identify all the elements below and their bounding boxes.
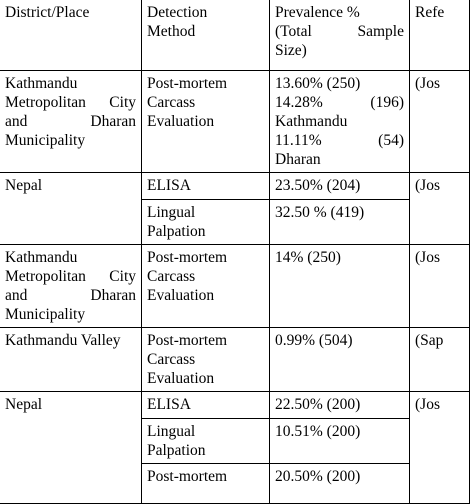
cell-reference: (Sap [410, 328, 470, 392]
cell-method: Lingual Palpation [142, 200, 270, 245]
cell-method: ELISA [142, 173, 270, 200]
cell-prevalence: 32.50 % (419) [270, 200, 410, 245]
cell-reference: (Jos [410, 392, 470, 504]
cell-method: Post-mortem [142, 464, 270, 504]
cell-prevalence: 0.99% (504) [270, 328, 410, 392]
cell-method: Lingual Palpation [142, 419, 270, 464]
cell-place: Kathmandu Metropolitan City and Dharan Municipality [0, 245, 142, 328]
table-header-row [0, 0, 470, 71]
cell-prevalence: 23.50% (204) [270, 173, 410, 200]
cell-method: ELISA [142, 392, 270, 419]
cell-reference: (Jos [410, 245, 470, 328]
table-row [0, 328, 470, 392]
header-place: District/Place [0, 0, 142, 71]
cell-prevalence: 13.60% (250) 14.28% (196) Kathmandu 11.11% (54) Dharan [270, 71, 410, 173]
cell-method: Post-mortem Carcass Evaluation [142, 328, 270, 392]
cell-prevalence: 22.50% (200) [270, 392, 410, 419]
cell-method: Post-mortem Carcass Evaluation [142, 71, 270, 173]
cell-place: Kathmandu Metropolitan City and Dharan Municipality [0, 71, 142, 173]
table-row [0, 173, 470, 200]
cell-prevalence: 10.51% (200) [270, 419, 410, 464]
header-method: Detection Method [142, 0, 270, 71]
table-row [0, 71, 470, 173]
cell-place: Nepal [0, 392, 142, 504]
table-row [0, 245, 470, 328]
header-prevalence: Prevalence % (Total Sample Size) [270, 0, 410, 71]
cell-place: Kathmandu Valley [0, 328, 142, 392]
cell-prevalence: 20.50% (200) [270, 464, 410, 504]
cell-prevalence: 14% (250) [270, 245, 410, 328]
header-reference: Refe [410, 0, 470, 71]
cell-reference: (Jos [410, 173, 470, 245]
cell-method: Post-mortem Carcass Evaluation [142, 245, 270, 328]
cell-place: Nepal [0, 173, 142, 245]
cell-reference: (Jos [410, 71, 470, 173]
table-row [0, 392, 470, 419]
